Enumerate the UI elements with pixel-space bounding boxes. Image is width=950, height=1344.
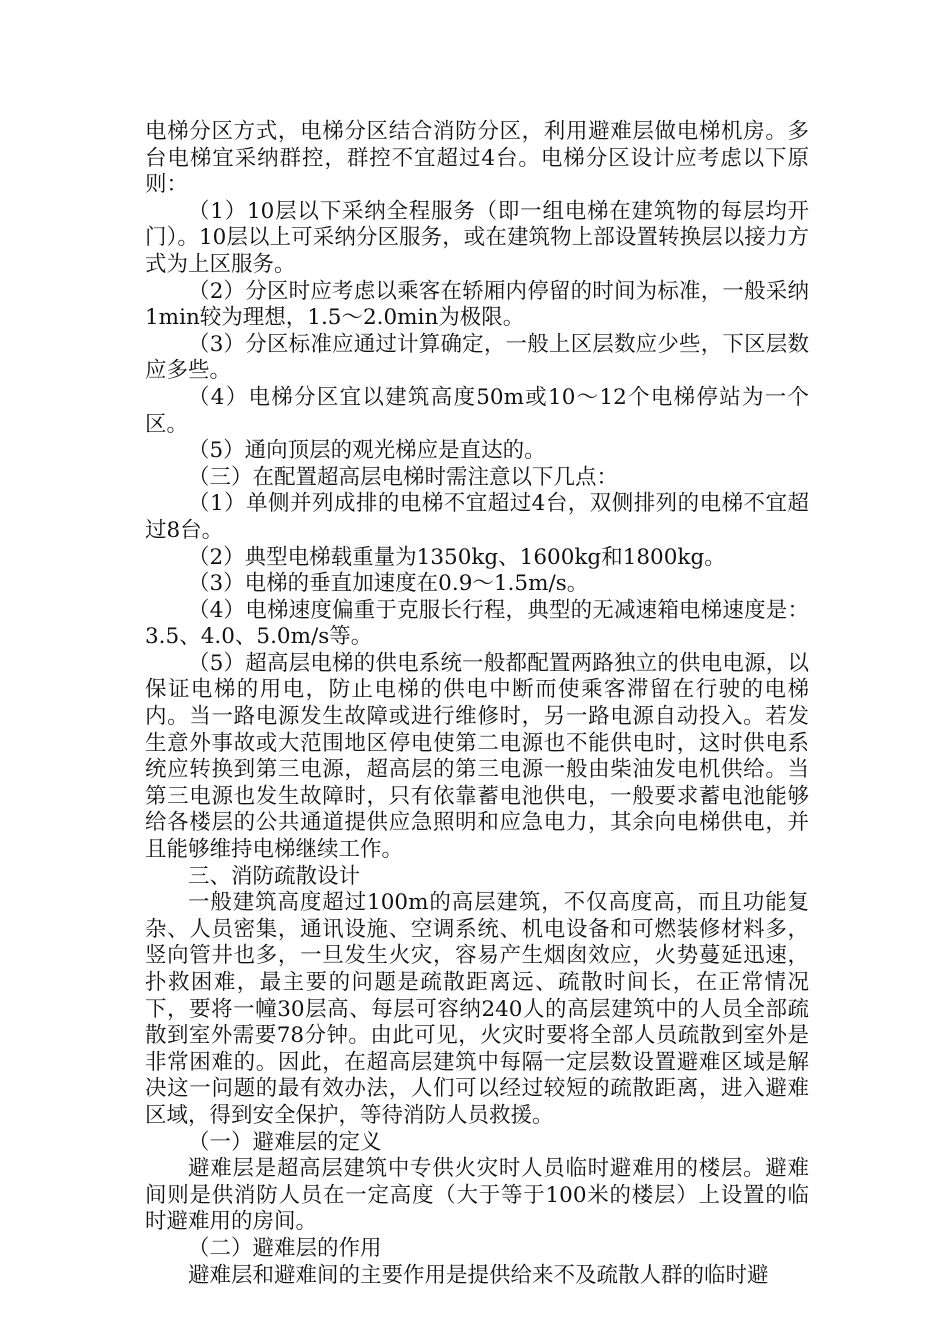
body-paragraph: 一般建筑高度超过100m的高层建筑，不仅高度高，而且功能复杂、人员密集，通讯设施、空调系统、机电设备和可燃装修材料多，竖向管井也多，一旦发生火灾，容易产生烟囱效应，火势蔓延迅速，扑救困难，最主要的问题是疏散距离远、疏散时间长，在正常情况下，要将一幢30层高、每层可容纳240人的高层建筑中的人员全部疏散到室外需要78分钟。由此可见，火灾时要将全部人员疏散到室外是非常困难的。因此，在超高层建筑中每隔一定层数设置避难区域是解决这一问题的最有效办法，人们可以经过较短的疏散距离，进入避难区域，得到安全保护，等待消防人员救援。 [145,890,809,1128]
list-item-paragraph: （1）单侧并列成排的电梯不宜超过4台，双侧排列的电梯不宜超过8台。 [145,491,809,543]
list-item-paragraph: （5）通向顶层的观光梯应是直达的。 [188,438,546,464]
document-page [145,119,809,1289]
subsection-heading: （一）避难层的定义 [188,1129,382,1155]
list-item-paragraph: （4）电梯速度偏重于克服长行程，典型的无减速箱电梯速度是：3.5、4.0、5.0m/s等。 [145,597,809,650]
list-item-paragraph: （5）超高层电梯的供电系统一般都配置两路独立的供电电源，以保证电梯的用电，防止电梯的供电中断而使乘客滞留在行驶的电梯内。当一路电源发生故障或进行维修时，另一路电源自动投入。若发生意外事故或大范围地区停电使第二电源也不能供电时，这时供电系统应转换到第三电源，超高层的第三电源一般由柴油发电机供给。当第三电源也发生故障时，只有依靠蓄电池供电，一般要求蓄电池能够给各楼层的公共通道提供应急照明和应急电力，其余向电梯供电，并且能够维持电梯继续工作。 [145,650,809,863]
list-item-paragraph: （2）典型电梯载重量为1350kg、1600kg和1800kg。 [188,544,726,570]
section-heading: 三、消防疏散设计 [188,863,361,889]
list-item-paragraph: （3）电梯的垂直加速度在0.9～1.5m/s。 [188,571,589,597]
body-paragraph: 避难层是超高层建筑中专供火灾时人员临时避难用的楼层。避难间则是供消防人员在一定高度（大于等于100米的楼层）上设置的临时避难用的房间。 [145,1156,809,1235]
body-paragraph: 电梯分区方式，电梯分区结合消防分区，利用避难层做电梯机房。多台电梯宜采纳群控，群控不宜超过4台。电梯分区设计应考虑以下原则： [145,119,809,198]
section-subheading: （三）在配置超高层电梯时需注意以下几点： [188,464,619,490]
list-item-paragraph: （2）分区时应考虑以乘客在轿厢内停留的时间为标准，一般采纳1min较为理想，1.5～2.0min为极限。 [145,278,809,331]
subsection-heading: （二）避难层的作用 [188,1235,382,1261]
list-item-paragraph: （4）电梯分区宜以建筑高度50m或10～12个电梯停站为一个区。 [145,384,809,437]
list-item-paragraph: （3）分区标准应通过计算确定，一般上区层数应少些，下区层数应多些。 [145,331,809,384]
list-item-paragraph: （1）10层以下采纳全程服务（即一组电梯在建筑物的每层均开门）。10层以上可采纳分区服务，或在建筑物上部设置转换层以接力方式为上区服务。 [145,198,809,277]
body-paragraph: 避难层和避难间的主要作用是提供给来不及疏散人群的临时避 [188,1262,769,1288]
